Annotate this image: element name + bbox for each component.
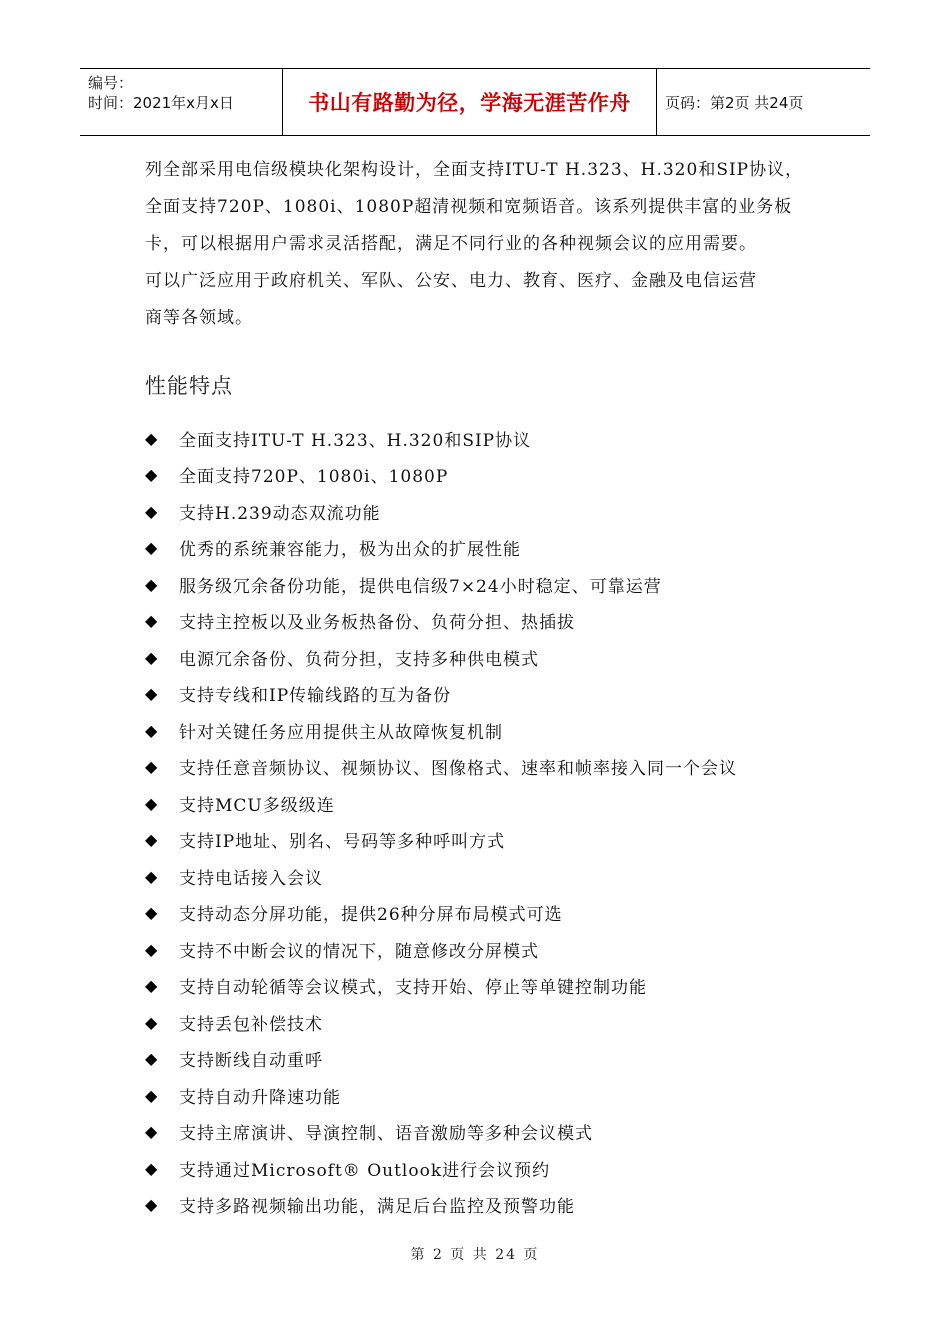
feature-text: 支持动态分屏功能，提供26种分屏布局模式可选 <box>179 905 563 926</box>
header-motto: 书山有路勤为径，学海无涯苦作舟 <box>283 69 657 135</box>
feature-text: 全面支持ITU-T H.323、H.320和SIP协议 <box>179 430 532 451</box>
feature-text: 电源冗余备份、负荷分担，支持多种供电模式 <box>179 649 539 670</box>
feature-text: 服务级冗余备份功能，提供电信级7×24小时稳定、可靠运营 <box>179 576 662 597</box>
feature-text: 支持丢包补偿技术 <box>179 1014 323 1035</box>
diamond-bullet-icon: ◆ <box>145 465 158 485</box>
diamond-bullet-icon: ◆ <box>145 574 158 594</box>
diamond-bullet-icon: ◆ <box>145 939 158 959</box>
diamond-bullet-icon: ◆ <box>145 684 158 704</box>
intro-line: 可以广泛应用于政府机关、军队、公安、电力、教育、医疗、金融及电信运营 <box>145 271 757 291</box>
diamond-bullet-icon: ◆ <box>145 1122 158 1142</box>
diamond-bullet-icon: ◆ <box>145 976 158 996</box>
diamond-bullet-icon: ◆ <box>145 428 158 448</box>
feature-text: 支持主席演讲、导演控制、语音激励等多种会议模式 <box>179 1124 593 1145</box>
header-page-info: 页码：第2页 共24页 <box>665 93 804 112</box>
feature-item <box>145 1004 845 1041</box>
feature-text: 支持断线自动重呼 <box>179 1051 323 1072</box>
feature-text: 支持主控板以及业务板热备份、负荷分担、热插拔 <box>179 613 575 634</box>
feature-item <box>145 1114 845 1151</box>
diamond-bullet-icon: ◆ <box>145 866 158 886</box>
diamond-bullet-icon: ◆ <box>145 720 158 740</box>
feature-item <box>145 1077 845 1114</box>
intro-line: 全面支持720P、1080i、1080P超清视频和宽频语音。该系列提供丰富的业务板 <box>145 197 793 217</box>
feature-text: 支持通过Microsoft® Outlook进行会议预约 <box>179 1160 551 1181</box>
feature-item <box>145 858 845 895</box>
feature-text: 支持IP地址、别名、号码等多种呼叫方式 <box>179 832 506 853</box>
feature-text: 支持任意音频协议、视频协议、图像格式、速率和帧率接入同一个会议 <box>179 759 737 780</box>
feature-item <box>145 639 845 676</box>
feature-item <box>145 968 845 1005</box>
diamond-bullet-icon: ◆ <box>145 1049 158 1069</box>
feature-text: 支持多路视频输出功能，满足后台监控及预警功能 <box>179 1197 575 1218</box>
intro-line: 列全部采用电信级模块化架构设计，全面支持ITU-T H.323、H.320和SIP协议， <box>145 160 804 180</box>
feature-item <box>145 676 845 713</box>
feature-item <box>145 493 845 530</box>
diamond-bullet-icon: ◆ <box>145 611 158 631</box>
document-time-label: 时间：2021年x月x日 <box>88 94 234 112</box>
feature-text: 支持电话接入会议 <box>179 868 323 889</box>
diamond-bullet-icon: ◆ <box>145 1085 158 1105</box>
diamond-bullet-icon: ◆ <box>145 501 158 521</box>
feature-item <box>145 931 845 968</box>
intro-paragraph <box>145 152 845 337</box>
header-meta-cell <box>80 69 283 135</box>
feature-text: 支持MCU多级级连 <box>179 795 335 816</box>
feature-item <box>145 822 845 859</box>
feature-item <box>145 1187 845 1224</box>
feature-list <box>145 420 845 1223</box>
feature-item <box>145 1041 845 1078</box>
diamond-bullet-icon: ◆ <box>145 830 158 850</box>
feature-item <box>145 420 845 457</box>
feature-item <box>145 457 845 494</box>
feature-item <box>145 1150 845 1187</box>
feature-item <box>145 749 845 786</box>
feature-text: 支持自动轮循等会议模式，支持开始、停止等单键控制功能 <box>179 978 647 999</box>
feature-item <box>145 712 845 749</box>
intro-line: 卡，可以根据用户需求灵活搭配，满足不同行业的各种视频会议的应用需要。 <box>145 234 757 254</box>
feature-text: 支持不中断会议的情况下，随意修改分屏模式 <box>179 941 539 962</box>
feature-text: 针对关键任务应用提供主从故障恢复机制 <box>179 722 503 743</box>
diamond-bullet-icon: ◆ <box>145 1158 158 1178</box>
document-number-label: 编号： <box>88 74 134 92</box>
feature-item <box>145 530 845 567</box>
diamond-bullet-icon: ◆ <box>145 1012 158 1032</box>
diamond-bullet-icon: ◆ <box>145 647 158 667</box>
page-header <box>80 68 870 136</box>
feature-text: 全面支持720P、1080i、1080P <box>179 467 449 488</box>
diamond-bullet-icon: ◆ <box>145 1195 158 1215</box>
feature-item <box>145 895 845 932</box>
diamond-bullet-icon: ◆ <box>145 793 158 813</box>
page-footer: 第 2 页 共 24 页 <box>410 1247 540 1263</box>
feature-text: 优秀的系统兼容能力，极为出众的扩展性能 <box>179 540 521 561</box>
feature-item <box>145 785 845 822</box>
intro-line: 商等各领域。 <box>145 308 253 328</box>
feature-item <box>145 603 845 640</box>
diamond-bullet-icon: ◆ <box>145 757 158 777</box>
feature-text: 支持自动升降速功能 <box>179 1087 341 1108</box>
section-title: 性能特点 <box>145 374 233 398</box>
feature-text: 支持H.239动态双流功能 <box>179 503 381 524</box>
diamond-bullet-icon: ◆ <box>145 538 158 558</box>
diamond-bullet-icon: ◆ <box>145 903 158 923</box>
feature-item <box>145 566 845 603</box>
feature-text: 支持专线和IP传输线路的互为备份 <box>179 686 452 707</box>
